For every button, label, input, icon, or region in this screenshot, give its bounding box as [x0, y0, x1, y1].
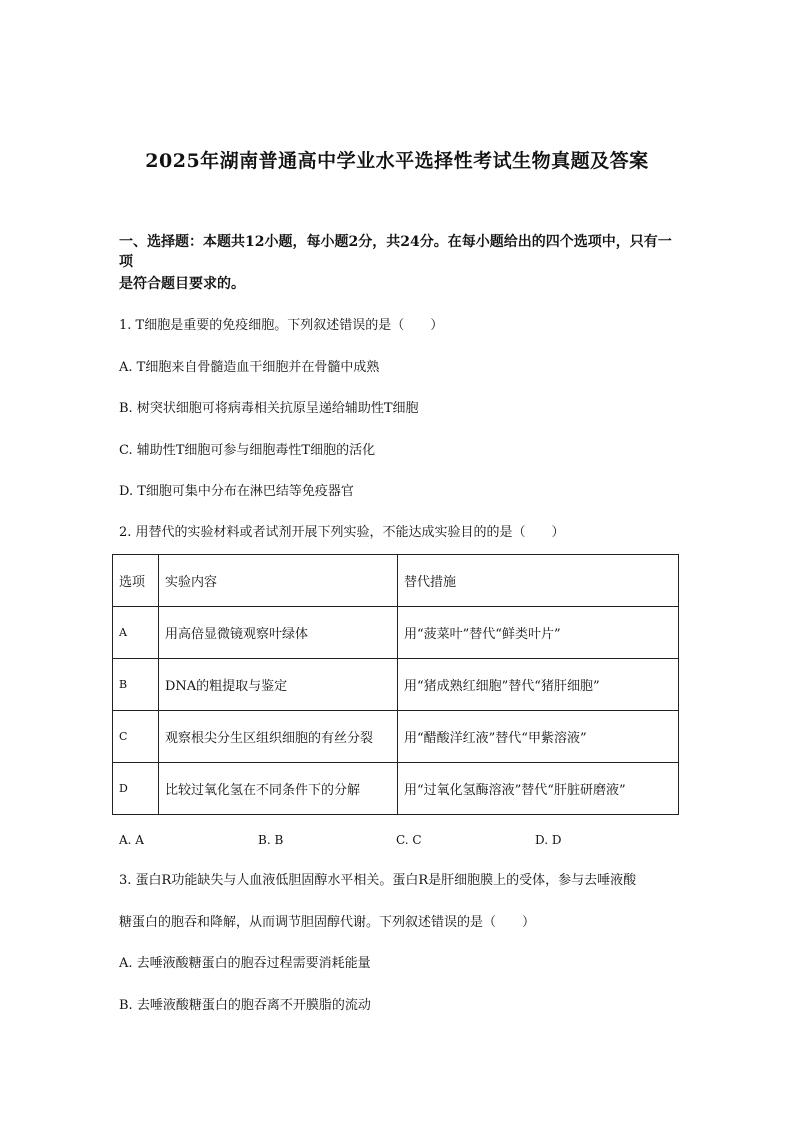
answer-choice-d: D. D: [535, 833, 562, 847]
question-1-option-d: D. T细胞可集中分布在淋巴结等免疫器官: [119, 484, 354, 499]
question-1-option-a: A. T细胞来自骨髓造血干细胞并在骨髓中成熟: [119, 360, 380, 375]
question-1-option-b: B. 树突状细胞可将病毒相关抗原呈递给辅助性T细胞: [119, 401, 419, 416]
question-1-stem: 1. T细胞是重要的免疫细胞。下列叙述错误的是（ ）: [119, 318, 444, 333]
table-row: [113, 711, 679, 763]
table-header-row: [113, 555, 679, 607]
table-header-cell: 替代措施: [398, 555, 679, 607]
table-cell-option: D: [113, 763, 159, 815]
answer-choice-c: C. C: [396, 833, 422, 847]
answer-choice-b: B. B: [258, 833, 284, 847]
table-cell-content: 用高倍显微镜观察叶绿体: [159, 607, 398, 659]
table-cell-substitute: 用“醋酸洋红液”替代“甲紫溶液”: [398, 711, 679, 763]
table-cell-content: 观察根尖分生区组织细胞的有丝分裂: [159, 711, 398, 763]
table-row: [113, 659, 679, 711]
question-3-option-a: A. 去唾液酸糖蛋白的胞吞过程需要消耗能量: [119, 956, 371, 971]
question-3-stem-line-2: 糖蛋白的胞吞和降解，从而调节胆固醇代谢。下列叙述错误的是（ ）: [119, 915, 536, 930]
page-title: 2025年湖南普通高中学业水平选择性考试生物真题及答案: [145, 150, 649, 172]
section-heading-line-2: 是符合题目要求的。: [119, 276, 245, 292]
question-2-stem: 2. 用替代的实验材料或者试剂开展下列实验，不能达成实验目的的是（ ）: [119, 525, 565, 540]
question-3-option-b: B. 去唾液酸糖蛋白的胞吞离不开膜脂的流动: [119, 998, 371, 1013]
table-cell-option: C: [113, 711, 159, 763]
question-1-option-c: C. 辅助性T细胞可参与细胞毒性T细胞的活化: [119, 443, 376, 458]
table-header-cell: 选项: [113, 555, 159, 607]
question-2-table: [112, 554, 679, 815]
table-cell-substitute: 用“菠菜叶”替代“鲜类叶片”: [398, 607, 679, 659]
section-heading-line-1: 一、选择题：本题共12小题，每小题2分，共24分。在每小题给出的四个选项中，只有一项: [119, 234, 672, 270]
question-3-stem-line-1: 3. 蛋白R功能缺失与人血液低胆固醇水平相关。蛋白R是肝细胞膜上的受体，参与去唾液酸: [119, 873, 637, 888]
table-cell-option: B: [113, 659, 159, 711]
table-cell-substitute: 用“猪成熟红细胞”替代“猪肝细胞”: [398, 659, 679, 711]
table-cell-content: DNA的粗提取与鉴定: [159, 659, 398, 711]
table-cell-option: A: [113, 607, 159, 659]
answer-choice-a: A. A: [119, 833, 144, 847]
table-header-cell: 实验内容: [159, 555, 398, 607]
table-cell-substitute: 用“过氧化氢酶溶液”替代“肝脏研磨液”: [398, 763, 679, 815]
table-cell-content: 比较过氧化氢在不同条件下的分解: [159, 763, 398, 815]
table-row: [113, 607, 679, 659]
table-row: [113, 763, 679, 815]
